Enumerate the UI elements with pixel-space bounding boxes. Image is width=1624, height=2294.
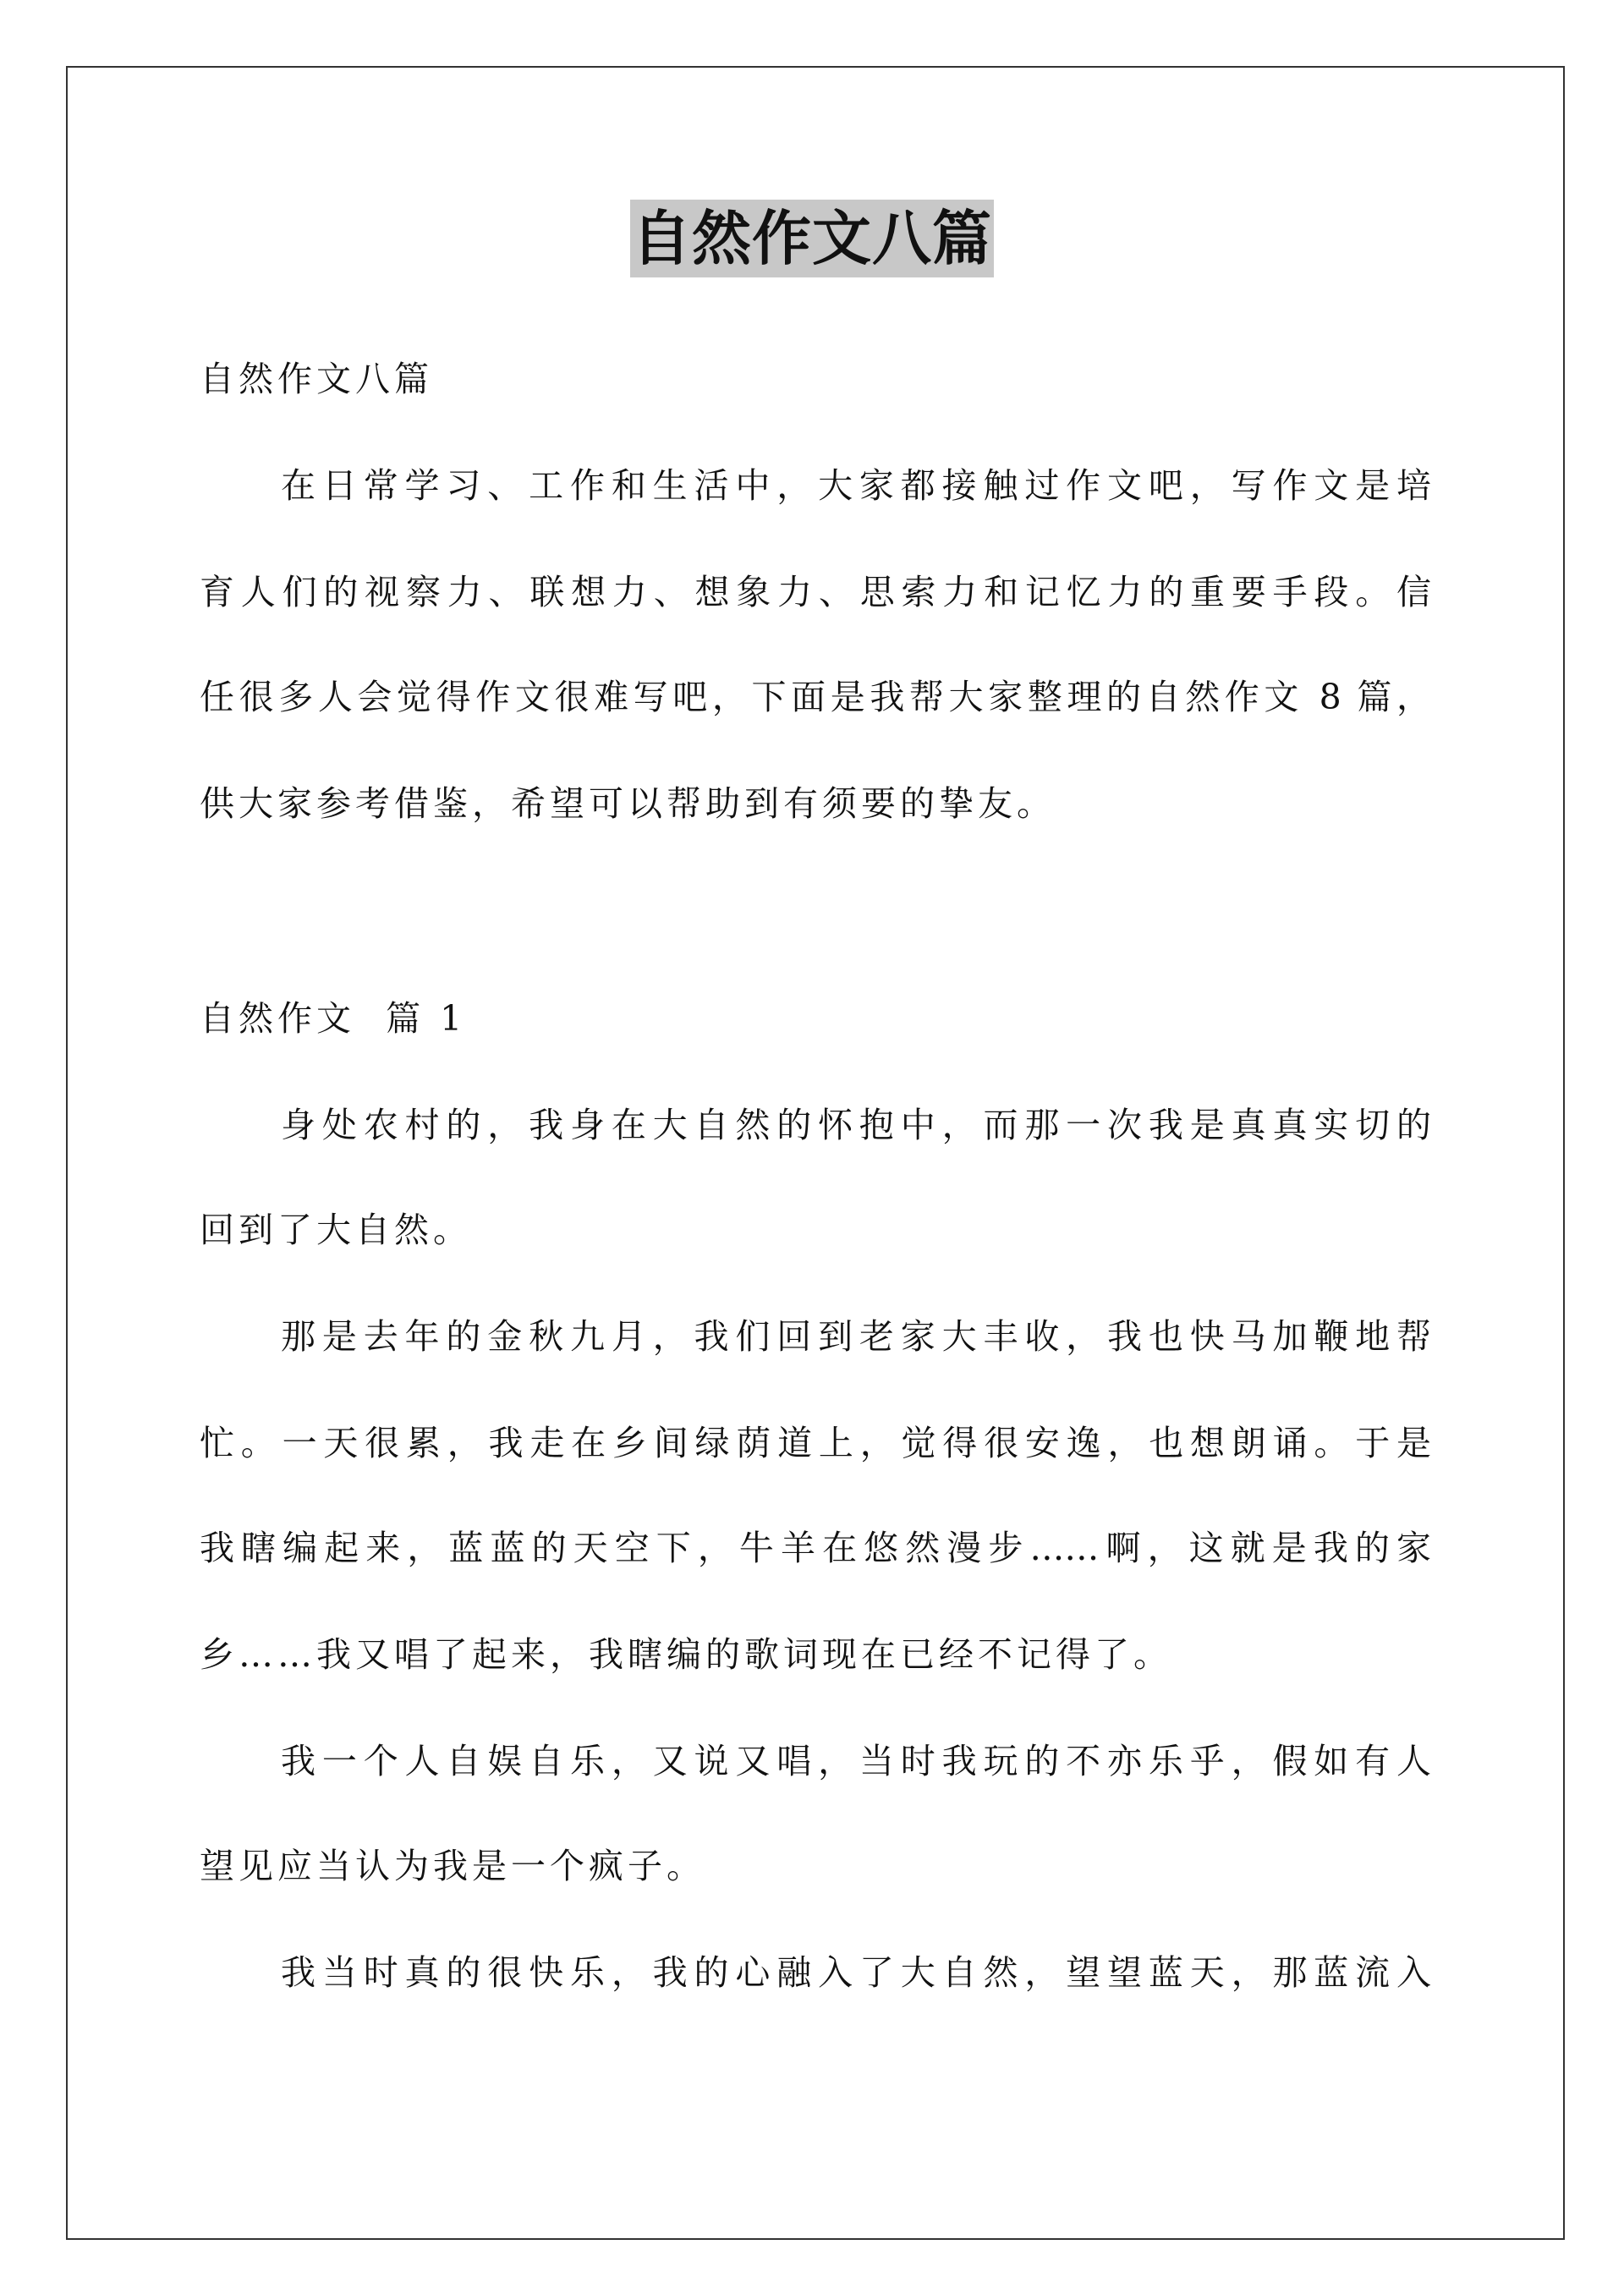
- paragraph-line: 回到了大自然。: [200, 1210, 472, 1250]
- paragraph-line: 那是去年的金秋九月，我们回到老家大丰收，我也快马加鞭地帮: [281, 1316, 1431, 1357]
- subtitle: 自然作文八篇: [200, 359, 433, 399]
- paragraph-line: 我瞎编起来，蓝蓝的天空下，牛羊在悠然漫步……啊，这就是我的家: [200, 1528, 1431, 1568]
- paragraph-line: 身处农村的，我身在大自然的怀抱中，而那一次我是真真实切的: [281, 1105, 1431, 1145]
- paragraph-line: 乡……我又唱了起来，我瞎编的歌词现在已经不记得了。: [200, 1634, 1172, 1675]
- paragraph-line: 忙。一天很累，我走在乡间绿荫道上，觉得很安逸，也想朗诵。于是: [200, 1423, 1431, 1463]
- paragraph-line: 我一个人自娱自乐，又说又唱，当时我玩的不亦乐乎，假如有人: [281, 1741, 1431, 1781]
- document-title: 自然作文八篇: [630, 200, 994, 277]
- paragraph-line: 我当时真的很快乐，我的心融入了大自然，望望蓝天，那蓝流入: [281, 1952, 1431, 1993]
- title-container: [0, 200, 1624, 277]
- section-1-heading: 自然作文 篇 1: [200, 998, 467, 1039]
- paragraph-line: 望见应当认为我是一个疯子。: [200, 1846, 705, 1886]
- intro-line-3: 任很多人会觉得作文很难写吧，下面是我帮大家整理的自然作文 8 篇，: [200, 677, 1431, 717]
- intro-line-4: 供大家参考借鉴，希望可以帮助到有须要的挚友。: [200, 783, 1056, 824]
- intro-line-2: 育人们的视察力、联想力、想象力、思索力和记忆力的重要手段。信: [200, 572, 1431, 612]
- intro-line-1: 在日常学习、工作和生活中，大家都接触过作文吧，写作文是培: [281, 465, 1431, 506]
